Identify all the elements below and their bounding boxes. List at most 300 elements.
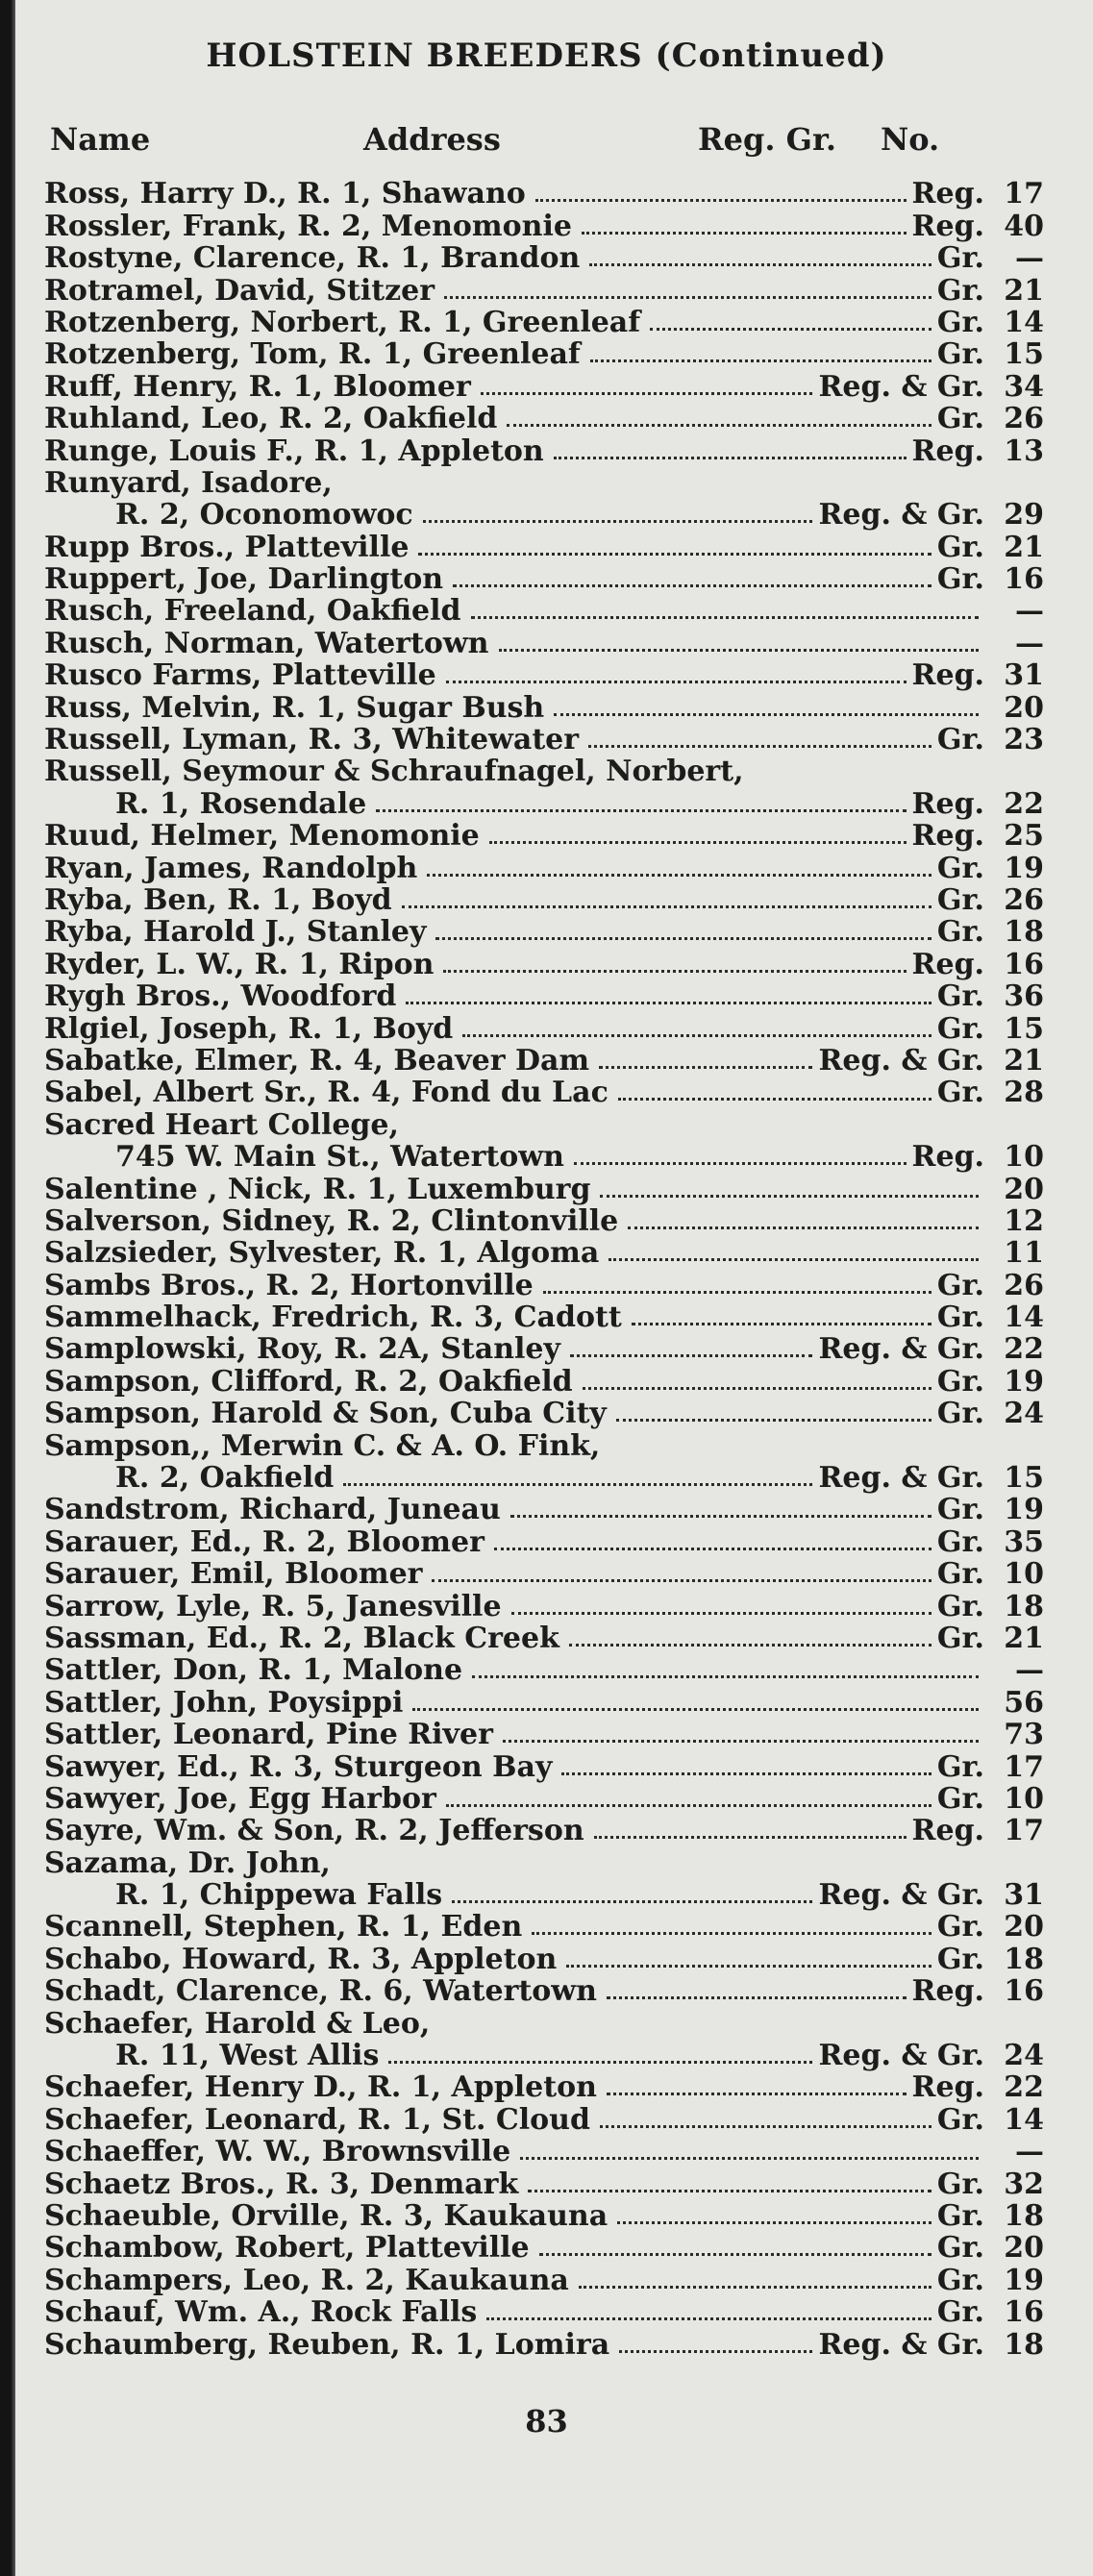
herd-count: 40 xyxy=(1004,209,1044,243)
registration-type: Gr. xyxy=(936,305,984,339)
dot-leader xyxy=(554,457,907,459)
herd-count: 22 xyxy=(1004,786,1044,821)
dot-leader xyxy=(632,1323,932,1325)
list-item xyxy=(44,1654,1044,1686)
list-item xyxy=(44,1943,1044,1974)
list-item xyxy=(44,724,1044,755)
breeder-name-address: Sandstrom, Richard, Juneau xyxy=(44,1493,501,1527)
list-item xyxy=(44,1975,1044,2007)
herd-count: — xyxy=(1015,594,1044,629)
registration-type: Reg. xyxy=(911,209,984,243)
registration-type: Gr. xyxy=(936,723,984,757)
registration-type: Reg. & Gr. xyxy=(818,369,984,404)
breeder-name-address: Runyard, Isadore, xyxy=(44,465,333,500)
dot-leader xyxy=(435,937,931,940)
herd-count: 15 xyxy=(1004,1011,1044,1046)
breeder-name-address: Ryder, L. W., R. 1, Ripon xyxy=(44,947,435,981)
list-item xyxy=(44,1045,1044,1077)
list-item xyxy=(44,820,1044,852)
list-item xyxy=(44,2328,1044,2360)
herd-count: 26 xyxy=(1004,882,1044,917)
herd-count: 32 xyxy=(1004,2167,1044,2201)
list-item xyxy=(44,1494,1044,1525)
dot-leader xyxy=(628,1226,979,1229)
breeder-name-address: Sattler, John, Poysippi xyxy=(44,1685,404,1720)
dot-leader xyxy=(539,2253,932,2256)
breeder-name-address: Rotzenberg, Norbert, R. 1, Greenleaf xyxy=(44,305,641,339)
herd-count: 21 xyxy=(1004,530,1044,564)
herd-count: 34 xyxy=(1004,369,1044,404)
herd-count: — xyxy=(1015,2135,1044,2169)
registration-type: Reg. xyxy=(911,1140,984,1175)
list-item xyxy=(44,884,1044,916)
dot-leader xyxy=(489,841,907,844)
list-item xyxy=(44,1429,1044,1461)
list-item xyxy=(44,659,1044,691)
dot-leader xyxy=(446,1804,932,1807)
registration-type: Gr. xyxy=(936,241,984,276)
list-item xyxy=(44,370,1044,402)
list-item xyxy=(44,2296,1044,2328)
registration-type: Gr. xyxy=(936,2295,984,2330)
dot-leader xyxy=(427,874,932,877)
list-item xyxy=(44,1077,1044,1108)
registration-type: Gr. xyxy=(936,2102,984,2137)
herd-count: 21 xyxy=(1004,273,1044,308)
breeder-name-address: 745 W. Main St., Watertown xyxy=(115,1140,564,1175)
breeder-name-address: Schadt, Clarence, R. 6, Watertown xyxy=(44,1974,597,2009)
herd-count: 12 xyxy=(1004,1203,1044,1238)
breeder-name-address: Sabel, Albert Sr., R. 4, Fond du Lac xyxy=(44,1076,609,1110)
breeder-name-address: Ryba, Harold J., Stanley xyxy=(44,915,427,950)
breeder-name-address: Russell, Lyman, R. 3, Whitewater xyxy=(44,723,580,757)
dot-leader xyxy=(600,2125,932,2128)
herd-count: 21 xyxy=(1004,1043,1044,1077)
dot-leader xyxy=(486,2317,932,2320)
header-address: Address xyxy=(363,121,501,158)
list-item xyxy=(44,2040,1044,2071)
breeder-name-address: Ruud, Helmer, Menomonie xyxy=(44,819,480,854)
herd-count: 16 xyxy=(1004,2295,1044,2330)
breeder-name-address: Ruhland, Leo, R. 2, Oakfield xyxy=(44,402,498,436)
dot-leader xyxy=(532,1932,932,1935)
header-number: No. xyxy=(881,121,940,158)
list-item xyxy=(44,1012,1044,1044)
herd-count: 31 xyxy=(1004,1878,1044,1913)
herd-count: 10 xyxy=(1004,1557,1044,1592)
dot-leader xyxy=(481,392,813,395)
herd-count: 20 xyxy=(1004,1172,1044,1206)
breeder-name-address: Ross, Harry D., R. 1, Shawano xyxy=(44,177,526,211)
list-item xyxy=(44,274,1044,306)
herd-count: 10 xyxy=(1004,1140,1044,1175)
registration-type: Reg. xyxy=(911,819,984,854)
herd-count: 16 xyxy=(1004,947,1044,981)
breeder-list xyxy=(44,178,1044,2361)
dot-leader xyxy=(446,681,907,683)
registration-type: Reg. xyxy=(911,658,984,693)
dot-leader xyxy=(444,296,932,299)
dot-leader xyxy=(520,2157,979,2160)
list-item xyxy=(44,1141,1044,1173)
registration-type: Reg. xyxy=(911,1814,984,1848)
list-item xyxy=(44,1558,1044,1590)
breeder-name-address: Rupp Bros., Platteville xyxy=(44,530,410,564)
dot-leader xyxy=(579,2286,932,2289)
breeder-name-address: Rusch, Norman, Watertown xyxy=(44,626,489,660)
list-item xyxy=(44,1719,1044,1750)
dot-leader xyxy=(583,1387,932,1390)
registration-type: Reg. xyxy=(911,2070,984,2105)
herd-count: 19 xyxy=(1004,851,1044,885)
dot-leader xyxy=(590,359,932,362)
herd-count: 73 xyxy=(1004,1718,1044,1752)
breeder-name-address: Sammelhack, Fredrich, R. 3, Cadott xyxy=(44,1300,622,1335)
herd-count: 16 xyxy=(1004,1974,1044,2009)
breeder-name-address: Schambow, Robert, Platteville xyxy=(44,2231,530,2266)
list-item xyxy=(44,1398,1044,1429)
registration-type: Gr. xyxy=(936,1589,984,1623)
herd-count: 22 xyxy=(1004,2070,1044,2105)
list-item xyxy=(44,1269,1044,1300)
breeder-name-address: Rlgiel, Joseph, R. 1, Boyd xyxy=(44,1011,454,1046)
registration-type: Gr. xyxy=(936,1397,984,1431)
list-item xyxy=(44,178,1044,210)
registration-type: Gr. xyxy=(936,337,984,372)
herd-count: 29 xyxy=(1004,498,1044,533)
registration-type: Reg. & Gr. xyxy=(818,1043,984,1077)
list-item xyxy=(44,242,1044,274)
herd-count: 19 xyxy=(1004,1493,1044,1527)
registration-type: Gr. xyxy=(936,1011,984,1046)
herd-count: 25 xyxy=(1004,819,1044,854)
breeder-name-address: Schaefer, Henry D., R. 1, Appleton xyxy=(44,2070,597,2105)
list-item xyxy=(44,2007,1044,2039)
registration-type: Gr. xyxy=(936,1268,984,1302)
herd-count: 20 xyxy=(1004,2231,1044,2266)
breeder-name-address: Salverson, Sidney, R. 2, Clintonville xyxy=(44,1203,619,1238)
registration-type: Gr. xyxy=(936,1524,984,1559)
herd-count: 24 xyxy=(1004,1397,1044,1431)
list-item xyxy=(44,467,1044,499)
breeder-name-address: Samplowski, Roy, R. 2A, Stanley xyxy=(44,1332,560,1367)
list-item xyxy=(44,2071,1044,2103)
breeder-name-address: R. 2, Oconomowoc xyxy=(115,498,413,533)
list-item xyxy=(44,499,1044,531)
breeder-name-address: Rusch, Freeland, Oakfield xyxy=(44,594,461,629)
breeder-name-address: Rotzenberg, Tom, R. 1, Greenleaf xyxy=(44,337,581,372)
registration-type: Reg. xyxy=(911,1974,984,2009)
dot-leader xyxy=(471,616,980,619)
herd-count: 56 xyxy=(1004,1685,1044,1720)
herd-count: 17 xyxy=(1004,1814,1044,1848)
list-item xyxy=(44,531,1044,562)
list-item xyxy=(44,948,1044,979)
registration-type: Gr. xyxy=(936,1781,984,1816)
herd-count: 28 xyxy=(1004,1076,1044,1110)
list-item xyxy=(44,563,1044,595)
breeder-name-address: Salentine , Nick, R. 1, Luxemburg xyxy=(44,1172,591,1206)
breeder-name-address: Sampson,, Merwin C. & A. O. Fink, xyxy=(44,1428,601,1463)
list-item xyxy=(44,980,1044,1012)
breeder-name-address: Schaetz Bros., R. 3, Denmark xyxy=(44,2167,519,2201)
list-item xyxy=(44,434,1044,466)
dot-leader xyxy=(402,905,932,908)
list-item xyxy=(44,403,1044,434)
registration-type: Gr. xyxy=(936,2199,984,2233)
herd-count: 14 xyxy=(1004,1300,1044,1335)
herd-count: 20 xyxy=(1004,690,1044,725)
registration-type: Reg. xyxy=(911,177,984,211)
breeder-name-address: Schaeffer, W. W., Brownsville xyxy=(44,2135,511,2169)
breeder-name-address: Rusco Farms, Platteville xyxy=(44,658,436,693)
list-item xyxy=(44,2232,1044,2264)
list-item xyxy=(44,2136,1044,2167)
list-item xyxy=(44,691,1044,723)
herd-count: 24 xyxy=(1004,2039,1044,2073)
herd-count: 19 xyxy=(1004,1364,1044,1399)
list-item xyxy=(44,1301,1044,1333)
list-item xyxy=(44,1108,1044,1140)
dot-leader xyxy=(376,809,906,812)
breeder-name-address: R. 2, Oakfield xyxy=(115,1461,335,1496)
list-item xyxy=(44,1333,1044,1365)
page-binding-edge xyxy=(0,0,15,2576)
dot-leader xyxy=(561,1772,931,1775)
herd-count: 13 xyxy=(1004,433,1044,468)
breeder-name-address: Schaefer, Leonard, R. 1, St. Cloud xyxy=(44,2102,590,2137)
list-item xyxy=(44,2264,1044,2295)
herd-count: 14 xyxy=(1004,2102,1044,2137)
breeder-name-address: Scannell, Stephen, R. 1, Eden xyxy=(44,1910,523,1944)
list-item xyxy=(44,1205,1044,1237)
list-item xyxy=(44,1815,1044,1846)
breeder-name-address: Sabatke, Elmer, R. 4, Beaver Dam xyxy=(44,1043,590,1077)
dot-leader xyxy=(528,2190,932,2192)
breeder-name-address: Sassman, Ed., R. 2, Black Creek xyxy=(44,1621,559,1655)
list-item xyxy=(44,2103,1044,2135)
dot-leader xyxy=(618,1098,932,1101)
dot-leader xyxy=(462,1034,932,1037)
header-reg-gr: Reg. Gr. xyxy=(698,121,836,158)
dot-leader xyxy=(494,1548,932,1550)
breeder-name-address: Sazama, Dr. John, xyxy=(44,1845,331,1880)
registration-type: Gr. xyxy=(936,915,984,950)
breeder-name-address: Ruff, Henry, R. 1, Bloomer xyxy=(44,369,471,404)
list-item xyxy=(44,1783,1044,1815)
registration-type: Gr. xyxy=(936,530,984,564)
registration-type: Reg. & Gr. xyxy=(818,1461,984,1496)
breeder-name-address: Sarauer, Emil, Bloomer xyxy=(44,1557,423,1592)
breeder-name-address: Russell, Seymour & Schraufnagel, Norbert, xyxy=(44,755,744,789)
dot-leader xyxy=(607,1996,907,1999)
dot-leader xyxy=(499,649,980,652)
herd-count: 15 xyxy=(1004,1461,1044,1496)
herd-count: 23 xyxy=(1004,723,1044,757)
breeder-name-address: Sarrow, Lyle, R. 5, Janesville xyxy=(44,1589,502,1623)
dot-leader xyxy=(574,1162,907,1165)
breeder-name-address: R. 1, Rosendale xyxy=(115,786,367,821)
registration-type: Reg. & Gr. xyxy=(818,2327,984,2362)
herd-count: 15 xyxy=(1004,337,1044,372)
herd-count: 10 xyxy=(1004,1781,1044,1816)
list-item xyxy=(44,1911,1044,1943)
breeder-name-address: Rygh Bros., Woodford xyxy=(44,979,397,1014)
dot-leader xyxy=(511,1612,932,1615)
dot-leader xyxy=(588,745,932,748)
breeder-name-address: Sacred Heart College, xyxy=(44,1107,399,1142)
list-item xyxy=(44,1173,1044,1204)
list-item xyxy=(44,755,1044,787)
dot-leader xyxy=(510,1515,932,1518)
dot-leader xyxy=(423,520,813,523)
registration-type: Gr. xyxy=(936,1621,984,1655)
registration-type: Gr. xyxy=(936,2263,984,2297)
breeder-name-address: Schaefer, Harold & Leo, xyxy=(44,2006,431,2041)
herd-count: 17 xyxy=(1004,177,1044,211)
breeder-name-address: Schampers, Leo, R. 2, Kaukauna xyxy=(44,2263,569,2297)
herd-count: 11 xyxy=(1004,1236,1044,1271)
page-title: HOLSTEIN BREEDERS (Continued) xyxy=(206,37,887,75)
list-item xyxy=(44,1462,1044,1494)
dot-leader xyxy=(432,1579,931,1582)
list-item xyxy=(44,2200,1044,2232)
dot-leader xyxy=(452,1900,812,1903)
breeder-name-address: Salzsieder, Sylvester, R. 1, Algoma xyxy=(44,1236,600,1271)
dot-leader xyxy=(472,1675,979,1678)
list-item xyxy=(44,1750,1044,1782)
dot-leader xyxy=(412,1708,979,1711)
list-item xyxy=(44,1365,1044,1397)
herd-count: 20 xyxy=(1004,1910,1044,1944)
registration-type: Reg. & Gr. xyxy=(818,1878,984,1913)
dot-leader xyxy=(453,584,932,587)
breeder-name-address: Schabo, Howard, R. 3, Appleton xyxy=(44,1942,558,1976)
list-item xyxy=(44,2167,1044,2199)
page-number: 83 xyxy=(525,2403,568,2440)
dot-leader xyxy=(607,2093,907,2095)
dot-leader xyxy=(619,2350,812,2353)
registration-type: Gr. xyxy=(936,1749,984,1784)
breeder-name-address: Rostyne, Clarence, R. 1, Brandon xyxy=(44,241,581,276)
registration-type: Gr. xyxy=(936,1910,984,1944)
breeder-name-address: Sawyer, Ed., R. 3, Sturgeon Bay xyxy=(44,1749,553,1784)
registration-type: Reg. & Gr. xyxy=(818,1332,984,1367)
herd-count: — xyxy=(1015,626,1044,660)
breeder-name-address: Rossler, Frank, R. 2, Menomonie xyxy=(44,209,572,243)
breeder-name-address: Sarauer, Ed., R. 2, Bloomer xyxy=(44,1524,484,1559)
list-item xyxy=(44,1879,1044,1911)
registration-type: Gr. xyxy=(936,2231,984,2266)
list-item xyxy=(44,1846,1044,1878)
breeder-name-address: Sayre, Wm. & Son, R. 2, Jefferson xyxy=(44,1814,584,1848)
herd-count: 19 xyxy=(1004,2263,1044,2297)
list-item xyxy=(44,1686,1044,1718)
dot-leader xyxy=(443,970,906,973)
dot-leader xyxy=(343,1483,812,1486)
dot-leader xyxy=(570,1354,813,1357)
herd-count: 21 xyxy=(1004,1621,1044,1655)
herd-count: 18 xyxy=(1004,915,1044,950)
registration-type: Gr. xyxy=(936,979,984,1014)
herd-count: 22 xyxy=(1004,1332,1044,1367)
dot-leader xyxy=(406,1002,931,1004)
dot-leader xyxy=(503,1740,979,1743)
dot-leader xyxy=(609,1258,979,1261)
breeder-name-address: Sattler, Leonard, Pine River xyxy=(44,1718,493,1752)
registration-type: Gr. xyxy=(936,273,984,308)
herd-count: 35 xyxy=(1004,1524,1044,1559)
registration-type: Gr. xyxy=(936,1493,984,1527)
list-item xyxy=(44,307,1044,338)
herd-count: 14 xyxy=(1004,305,1044,339)
list-item xyxy=(44,852,1044,883)
dot-leader xyxy=(582,232,907,235)
dot-leader xyxy=(535,199,907,202)
breeder-name-address: Ruppert, Joe, Darlington xyxy=(44,562,444,597)
dot-leader xyxy=(418,553,931,556)
herd-count: 26 xyxy=(1004,1268,1044,1302)
herd-count: 18 xyxy=(1004,1589,1044,1623)
list-item xyxy=(44,210,1044,241)
herd-count: 17 xyxy=(1004,1749,1044,1784)
registration-type: Reg. xyxy=(911,947,984,981)
dot-leader xyxy=(554,713,979,716)
registration-type: Gr. xyxy=(936,882,984,917)
dot-leader xyxy=(388,2061,812,2064)
breeder-name-address: Schaeuble, Orville, R. 3, Kaukauna xyxy=(44,2199,609,2233)
herd-count: — xyxy=(1015,241,1044,276)
registration-type: Gr. xyxy=(936,402,984,436)
registration-type: Gr. xyxy=(936,851,984,885)
registration-type: Reg. xyxy=(911,433,984,468)
breeder-name-address: Sambs Bros., R. 2, Hortonville xyxy=(44,1268,534,1302)
list-item xyxy=(44,627,1044,658)
herd-count: 26 xyxy=(1004,402,1044,436)
breeder-name-address: Rotramel, David, Stitzer xyxy=(44,273,435,308)
breeder-name-address: Ryba, Ben, R. 1, Boyd xyxy=(44,882,392,917)
registration-type: Reg. & Gr. xyxy=(818,2039,984,2073)
list-item xyxy=(44,787,1044,819)
registration-type: Gr. xyxy=(936,1364,984,1399)
registration-type: Gr. xyxy=(936,1076,984,1110)
registration-type: Gr. xyxy=(936,2167,984,2201)
dot-leader xyxy=(600,1195,979,1198)
breeder-name-address: R. 11, West Allis xyxy=(115,2039,380,2073)
list-item xyxy=(44,1622,1044,1654)
list-item xyxy=(44,595,1044,627)
dot-leader xyxy=(617,2221,932,2224)
list-item xyxy=(44,1525,1044,1557)
herd-count: — xyxy=(1015,1653,1044,1688)
herd-count: 16 xyxy=(1004,562,1044,597)
header-name: Name xyxy=(50,121,151,158)
dot-leader xyxy=(650,328,932,331)
dot-leader xyxy=(616,1419,932,1422)
registration-type: Gr. xyxy=(936,1942,984,1976)
herd-count: 31 xyxy=(1004,658,1044,693)
list-item xyxy=(44,1237,1044,1269)
registration-type: Reg. xyxy=(911,786,984,821)
dot-leader xyxy=(594,1836,907,1839)
list-item xyxy=(44,338,1044,370)
dot-leader xyxy=(566,1965,932,1968)
herd-count: 36 xyxy=(1004,979,1044,1014)
herd-count: 18 xyxy=(1004,2327,1044,2362)
breeder-name-address: Russ, Melvin, R. 1, Sugar Bush xyxy=(44,690,545,725)
list-item xyxy=(44,916,1044,948)
breeder-name-address: Runge, Louis F., R. 1, Appleton xyxy=(44,433,544,468)
